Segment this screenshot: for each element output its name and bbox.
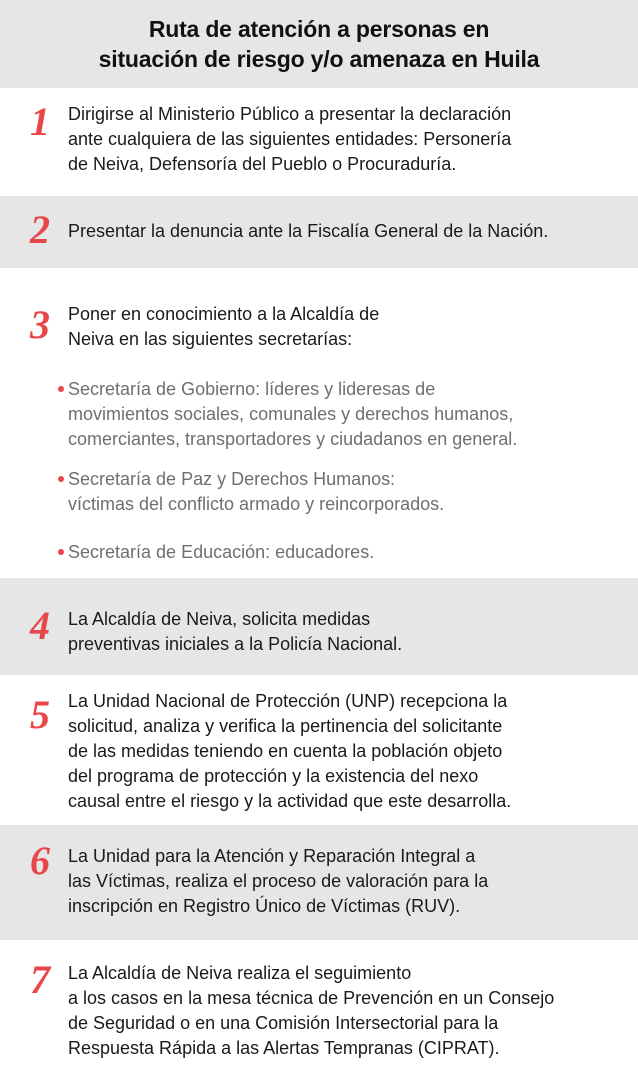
step-5	[0, 675, 638, 825]
step-text-line: causal entre el riesgo y la actividad que este desarrolla.	[68, 791, 512, 811]
bullet-text-line: Secretaría de Educación: educadores.	[68, 542, 375, 562]
step-number: 3	[30, 302, 50, 347]
step-text-line: de Neiva, Defensoría del Pueblo o Procuraduría.	[68, 154, 457, 174]
bullet-text-line: Secretaría de Paz y Derechos Humanos:	[68, 469, 396, 489]
step-6	[0, 825, 638, 940]
step-1	[0, 88, 638, 196]
step-number: 4	[30, 603, 50, 648]
step-3	[0, 268, 638, 578]
title-line-2: situación de riesgo y/o amenaza en Huila	[98, 46, 540, 72]
step-number: 7	[30, 957, 50, 1002]
title-banner	[0, 0, 638, 88]
step-text-line: Neiva en las siguientes secretarías:	[68, 329, 353, 349]
step-text	[68, 961, 554, 1061]
bullet-text-line: movimientos sociales, comunales y derechos humanos,	[68, 404, 514, 424]
step-text-line: La Unidad para la Atención y Reparación Integral a	[68, 846, 476, 866]
step-text-line: de Seguridad o en una Comisión Intersectorial para la	[68, 1013, 499, 1033]
step-text	[68, 302, 379, 352]
bullet-text-line: Secretaría de Gobierno: líderes y lideresas de	[68, 379, 436, 399]
bullet-item	[58, 467, 444, 517]
step-text-line: La Unidad Nacional de Protección (UNP) recepciona la	[68, 691, 508, 711]
step-text-line: La Alcaldía de Neiva, solicita medidas	[68, 609, 371, 629]
step-text-line: Dirigirse al Ministerio Público a presentar la declaración	[68, 104, 512, 124]
step-2	[0, 196, 638, 268]
bullet-dot-icon	[58, 386, 64, 392]
bullet-text-line: comerciantes, transportadores y ciudadanos en general.	[68, 429, 518, 449]
step-text	[68, 102, 511, 177]
step-7	[0, 940, 638, 1081]
step-text-line: Respuesta Rápida a las Alertas Tempranas (CIPRAT).	[68, 1038, 500, 1058]
step-text-line: a los casos en la mesa técnica de Prevención en un Consejo	[68, 988, 555, 1008]
step-text	[68, 219, 548, 244]
step-text-line: preventivas iniciales a la Policía Nacional.	[68, 634, 403, 654]
step-number: 1	[30, 99, 50, 144]
step-text-line: La Alcaldía de Neiva realiza el seguimiento	[68, 963, 412, 983]
step-text-line: las Víctimas, realiza el proceso de valoración para la	[68, 871, 489, 891]
step-text	[68, 844, 488, 919]
bullet-dot-icon	[58, 549, 64, 555]
step-text-line: de las medidas teniendo en cuenta la población objeto	[68, 741, 503, 761]
step-text	[68, 607, 402, 657]
step-text	[68, 689, 511, 814]
step-number: 6	[30, 838, 50, 883]
step-text-line: del programa de protección y la existencia del nexo	[68, 766, 479, 786]
step-number: 2	[30, 207, 50, 252]
bullet-text-line: víctimas del conflicto armado y reincorporados.	[68, 494, 445, 514]
bullet-item	[58, 377, 517, 452]
step-4	[0, 578, 638, 675]
step-text-line: solicitud, analiza y verifica la pertinencia del solicitante	[68, 716, 503, 736]
step-number: 5	[30, 692, 50, 737]
step-text-line: Presentar la denuncia ante la Fiscalía General de la Nación.	[68, 221, 549, 241]
step-text-line: Poner en conocimiento a la Alcaldía de	[68, 304, 380, 324]
bullet-item	[58, 540, 374, 565]
bullet-dot-icon	[58, 476, 64, 482]
title-line-1: Ruta de atención a personas en	[148, 16, 490, 42]
step-text-line: inscripción en Registro Único de Víctimas (RUV).	[68, 896, 461, 916]
step-text-line: ante cualquiera de las siguientes entidades: Personería	[68, 129, 512, 149]
